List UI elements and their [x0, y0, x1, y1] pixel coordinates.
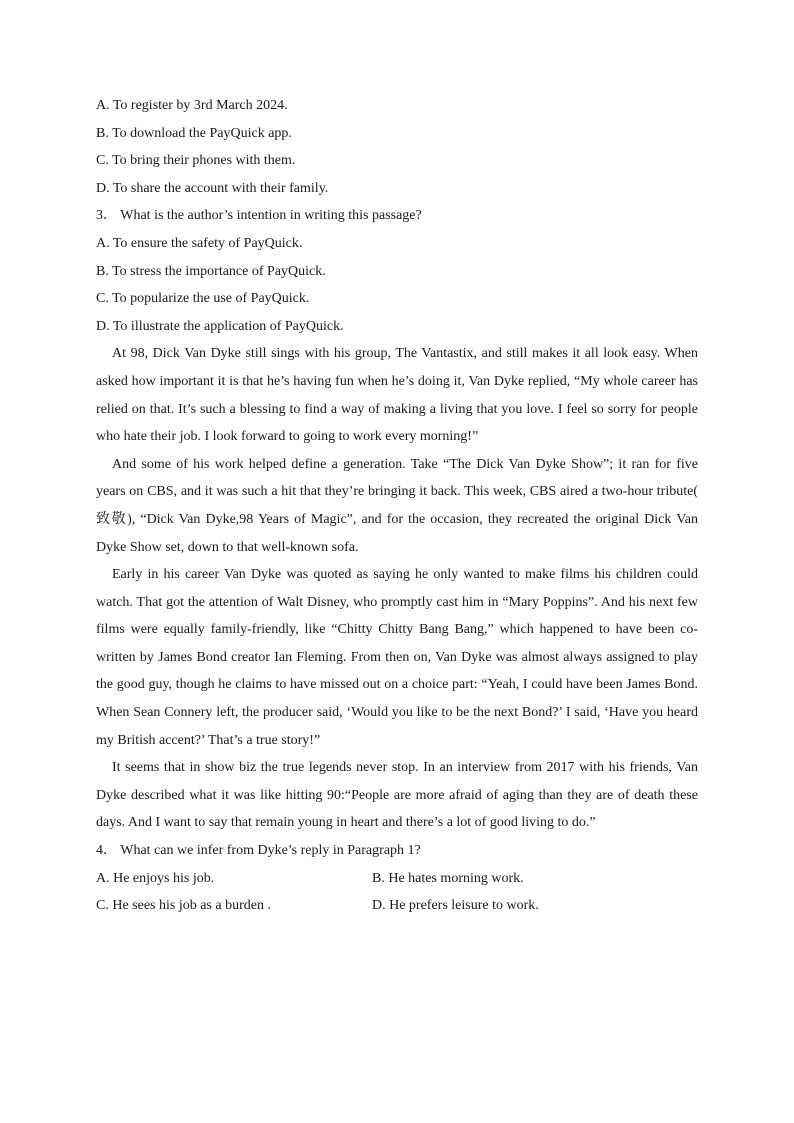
- option-4b: B. He hates morning work.: [372, 870, 524, 886]
- document-page: [96, 92, 698, 920]
- question-3: [96, 202, 698, 340]
- option-3b: B. To stress the importance of PayQuick.: [96, 263, 326, 279]
- passage-paragraph-3: Early in his career Van Dyke was quoted as saying he only wanted to make films his children could watch. That got the attention of Walt Disney, who promptly cast him in “Mary Poppins”. And his next few films were equally family-friendly, like “Chitty Chitty Bang Bang,” which happened to have been co-written by James Bond creator Ian Fleming. From then on, Van Dyke was almost always assigned to play the good guy, though he claims to have missed out on a choice part: “Yeah, I could have been James Bond. When Sean Connery left, the producer said, ‘Would you like to be the next Bond?’ I said, ‘Have you heard my British accent?’ That’s a true story!”: [96, 567, 698, 748]
- option-3a: A. To ensure the safety of PayQuick.: [96, 235, 303, 251]
- passage-paragraph-2: And some of his work helped define a generation. Take “The Dick Van Dyke Show”; it ran for five years on CBS, and it was such a hit that they’re bringing it back. This week, CBS aired a two-hour tribute( 致敬), “Dick Van Dyke,98 Years of Magic”, and for the occasion, they recreated the original Dick Van Dyke Show set, down to that well-known sofa.: [96, 456, 698, 555]
- passage-paragraph-1: At 98, Dick Van Dyke still sings with his group, The Vantastix, and still makes it all look easy. When asked how important it is that he’s having fun when he’s doing it, Van Dyke replied, “My whole career has relied on that. It’s such a blessing to find a way of making a living that you love. I feel so sorry for people who hate their job. I look forward to going to work every morning!”: [96, 346, 698, 445]
- option-4c: C. He sees his job as a burden .: [96, 898, 271, 914]
- option-3c: C. To popularize the use of PayQuick.: [96, 291, 310, 307]
- passage-paragraph-4: It seems that in show biz the true legends never stop. In an interview from 2017 with his friends, Van Dyke described what it was like hitting 90:“People are more afraid of aging than they are of death these days. And I want to say that remain young in heart and there’s a lot of good living to do.”: [96, 760, 698, 831]
- question-4-row-1: [96, 865, 698, 893]
- option-2b: B. To download the PayQuick app.: [96, 125, 292, 141]
- question-3-stem: 3． What is the author’s intention in writing this passage?: [96, 208, 422, 224]
- option-2c: C. To bring their phones with them.: [96, 153, 296, 169]
- reading-passage: [96, 340, 698, 837]
- option-4a: A. He enjoys his job.: [96, 870, 215, 886]
- option-2d: D. To share the account with their family.: [96, 180, 329, 196]
- question-4-stem: 4． What can we infer from Dyke’s reply in Paragraph 1?: [96, 843, 421, 859]
- question-4-row-2: [96, 892, 698, 920]
- question-4: [96, 837, 698, 920]
- option-2a: A. To register by 3rd March 2024.: [96, 98, 288, 113]
- option-3d: D. To illustrate the application of PayQuick.: [96, 318, 344, 334]
- option-4d: D. He prefers leisure to work.: [372, 898, 539, 914]
- question-2-options: [96, 92, 698, 202]
